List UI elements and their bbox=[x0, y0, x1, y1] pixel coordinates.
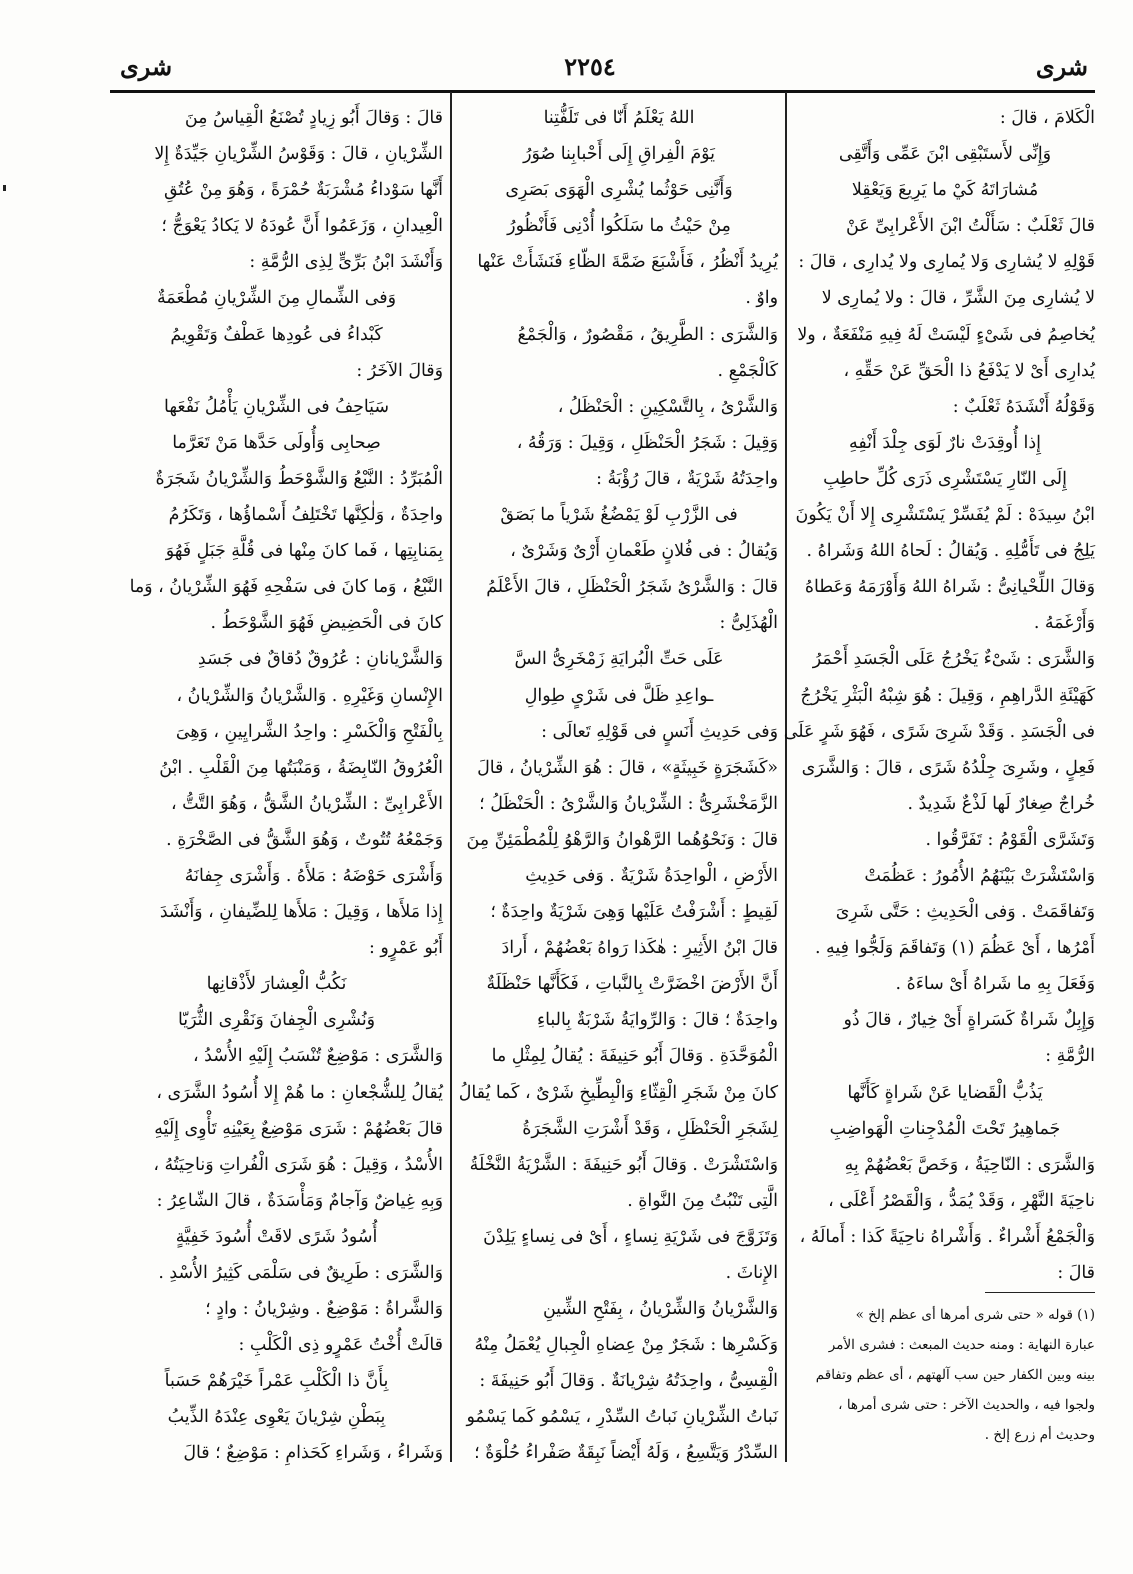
footnote-line: بينه وبين الكفار حين سب آلهتهم ، أى عظم وتفاقم bbox=[815, 1367, 1095, 1383]
text-line: وَأَنَّنِى حَوْثُما يُشْرِى الْهَوَى بَصَرِى bbox=[505, 180, 733, 201]
footnote-line: ولجوا فيه ، والحديث الآخر : حتى شرى أمرها ، bbox=[838, 1397, 1095, 1413]
text-line: قالَ ابْنُ الأَثِيرِ : هٰكَذا رَواهُ بَعْضُهُمْ ، أَرادَ bbox=[501, 938, 778, 959]
text-line: وَكَسْرِها : شَجَرٌ مِنْ عِضاهِ الْجِبالِ يُعْمَلُ مِنْهُ bbox=[474, 1335, 778, 1356]
text-line: قالَ : وَنَحْوُهُما الرَّهْوانُ وَالرَّهْوُ لِلْمُطْمَئِنِّ مِنَ bbox=[466, 829, 778, 850]
text-line: وَالشَّرَى : طَرِيقٌ فى سَلْمَى كَثِيرُ الأُسْدِ . bbox=[158, 1263, 443, 1283]
text-line: وَبِهِ غِياضٌ وَآجامٌ وَمَأْسَدَةٌ ، قالَ الشّاعِرُ : bbox=[156, 1190, 443, 1211]
text-line: النَّبْعُ ، وَما كانَ فى سَفْحِهِ فَهُوَ الشِّرْيانُ ، وَما bbox=[129, 577, 443, 598]
text-line: وَالشَّرَى : مَوْضِعٌ تُنْسَبُ إِلَيْهِ الأُسْدُ ، bbox=[192, 1046, 443, 1067]
text-line: وَالشَّرَى : شَىْءٌ يَخْرُجُ عَلَى الْجَسَدِ أَحْمَرُ bbox=[812, 649, 1095, 670]
text-line: وَإِبِلٌ شَراةٌ كَسَراةٍ أَىْ خِيارٌ ، قالَ ذُو bbox=[843, 1010, 1095, 1031]
text-line: قَوْلِهِ لا يُشارِى وَلا يُمارِى ولا يُدارِى ، قالَ : bbox=[798, 252, 1095, 273]
text-line: وَالْجَمْعُ أَشْراءٌ . وَأَشْراهُ ناحِيَةً كَذا : أَمالَهُ ، bbox=[799, 1226, 1095, 1247]
text-line: كَهَيْئَةِ الدَّراهِمِ ، وَقِيلَ : هُوَ شِبْهُ الْبَثْرِ يَخْرُجُ bbox=[800, 685, 1095, 706]
text-line: يُدارِى أَىْ لا يَدْفَعُ ذا الْحَقِّ عَنْ حَقِّهِ ، bbox=[843, 360, 1095, 381]
text-line: فَعِلٍ ، وشَرِىَ جِلْدُهُ شَرًى ، قالَ : وَالشَّرَى bbox=[801, 757, 1095, 778]
text-line: لِشَجَرِ الْحَنْظَلِ ، وَقَدْ أَشْرَتِ الشَّجَرَةُ bbox=[522, 1118, 778, 1139]
text-line: أَمْرُها ، أَىْ عَظُمَ (١) وَتَفاقَمَ وَلَجُّوا فِيهِ . bbox=[814, 938, 1095, 959]
text-line: وَفى حَدِيثِ أَنَسٍ فى قَوْلِهِ تَعالَى : bbox=[541, 721, 778, 742]
text-line: قالَتْ أُخْتُ عَمْرٍو ذِى الْكَلْبِ : bbox=[238, 1335, 443, 1356]
text-line: الْعُرُوقُ النّابِضَةُ ، وَمَنْبَتُها مِنَ الْقَلْبِ . ابْنُ bbox=[159, 757, 443, 778]
header-left-word: شرى bbox=[120, 52, 173, 81]
text-line: بِالْفَتْحِ وَالْكَسْرِ : واحِدُ الشَّرايِينِ ، وَهِىَ bbox=[175, 721, 443, 742]
footnote-rule bbox=[985, 1292, 1095, 1293]
text-line: بِمَنابِتِها ، فَما كانَ مِنْها فى قُلَّةِ جَبَلٍ فَهُوَ bbox=[165, 541, 443, 562]
text-line: إِلَى النّارِ يَسْتَشْرِى ذَرَى كُلِّ حاطِبِ bbox=[823, 468, 1067, 489]
text-line: السِّدْرُ وَيَتَّسِعُ ، وَلَهُ أَيْضاً نَبِقَةٌ صَفْراءُ حُلْوَةٌ ؛ bbox=[474, 1443, 778, 1464]
text-line: ناحِيَةَ النَّهْرِ ، وَقَدْ يُمَدُّ ، وَالْقَصْرُ أَعْلَى ، bbox=[828, 1190, 1095, 1211]
footnote-line: (١) قوله « حتى شرى أمرها أى عظم إلخ » bbox=[855, 1307, 1095, 1323]
text-line: مِنْ حَيْثُ ما سَلَكُوا أُدْنِى فَأَنْظُورُ bbox=[507, 216, 731, 237]
text-line: اللهُ يَعْلَمُ أَنّا فى تَلَفُّتِنا bbox=[543, 108, 695, 128]
text-line: وَقالَ الآخَرُ : bbox=[356, 360, 443, 381]
text-line: الَّتِى تَنْبُتُ مِنَ النَّواةِ . bbox=[627, 1190, 778, 1211]
text-line: وَتَفاقَمَتْ . وَفى الْحَدِيثِ : حَتَّى شَرِىَ bbox=[835, 902, 1095, 923]
text-line: الْهُذَلِىُّ : bbox=[719, 613, 778, 634]
text-line: إِذا مَلأَها ، وَقِيلَ : مَلأَها لِلضِّيفانِ ، وَأَنْشَدَ bbox=[159, 902, 443, 923]
text-line: واحِدَةٌ ، وَلٰكِنَّها تَخْتَلِفُ أَسْماؤُها ، وَتَكَرُمُ bbox=[168, 505, 443, 526]
text-line: وَيُقالُ : فى فُلانٍ طَعْمانِ أَرْىٌ وَشَرْىٌ ، bbox=[510, 541, 778, 562]
margin-mark bbox=[3, 185, 6, 191]
text-line: وَجَمْعُهُ تُتُوتٌ ، وَهُوَ الشَّقُّ فى الصَّخْرَةِ . bbox=[166, 829, 443, 850]
text-line: كَبْداءُ فى عُودِها عَطْفٌ وَتَقْوِيمُ bbox=[170, 324, 383, 345]
text-line: يُرِيدُ أَنْظُرُ ، فَأَشْبَعَ ضَمَّةَ الظّاءِ فَنَشَأَتْ عَنْها bbox=[477, 252, 778, 273]
header-rule bbox=[110, 90, 1095, 93]
text-line: أَنَّها سَوْداءُ مُشْرَبَةٌ حُمْرَةً ، وَهُوَ مِنْ عُتُقِ bbox=[164, 180, 443, 201]
text-line: وَأَرْغَمَهُ . bbox=[1033, 613, 1095, 634]
text-line: قالَ : وَالشَّرْىُ شَجَرُ الْحَنْظَلِ ، قالَ الأَعْلَمُ bbox=[486, 577, 778, 598]
text-line: أُسُودُ شَرًى لاقَتْ أُسُودَ خَفِيَّةٍ bbox=[175, 1226, 378, 1247]
text-line: وَقِيلَ : شَجَرُ الْحَنْظَلِ ، وَقِيلَ : وَرَقُهُ ، bbox=[516, 432, 778, 453]
text-line: وَقالَ اللِّحْيانِىُّ : شَراهُ اللهُ وَأَوْرَمَهُ وَعَطاهُ bbox=[804, 577, 1095, 598]
page-number: ٢٢٥٤ bbox=[564, 52, 616, 81]
text-line: فى الزَّرْبِ لَوْ يَمْضُغُ شَرْياً ما بَصَقْ bbox=[500, 505, 738, 526]
footnote-line: وحديث أم زرع إلخ . bbox=[984, 1427, 1095, 1443]
text-line: إِذا أُوقِدَتْ نارٌ لَوَى جِلْدَ أَنْفِهِ bbox=[849, 432, 1041, 453]
text-line: وَأَنْشَدَ ابْنُ بَرِّىٍّ لِذِى الرُّمَّةِ : bbox=[249, 252, 443, 273]
text-line: بِبَطْنِ شِرْيانَ يَعْوِى عِنْدَهُ الذِّيبُ bbox=[167, 1407, 386, 1428]
text-line: وَفى الشِّمالِ مِنَ الشِّرْيانِ مُطْعَمَةٌ bbox=[156, 288, 396, 309]
column-right bbox=[783, 100, 1095, 1283]
text-line: قالَ ثَعْلَبٌ : سَأَلْتُ ابْنَ الأَعْرابِىِّ عَنْ bbox=[846, 216, 1095, 237]
text-line: «كَشَجَرَةٍ خَبِيثَةٍ» ، قالَ : هُوَ الشِّرْيانُ ، قالَ bbox=[477, 757, 778, 778]
text-line: وَفَعَلَ بِهِ ما شَراهُ أَىْ ساءَهُ . bbox=[895, 974, 1095, 995]
text-line: يَلِجُ فى تَأَمُّلِهِ . وَيُقالُ : لَحاهُ اللهُ وَشَراهُ . bbox=[806, 541, 1095, 562]
text-line: يُخاصِمُ فى شَىْءٍ لَيْسَتْ لَهُ فِيهِ مَنْفَعَةٌ ، ولا bbox=[797, 324, 1095, 345]
text-line: الْكَلامَ ، قالَ : bbox=[999, 108, 1095, 128]
text-line: يَذُبُّ الْقَضايا عَنْ شَراةٍ كَأَنَّها bbox=[847, 1082, 1043, 1103]
text-line: وَشَراءُ ، وَشَراءِ كَحَذامِ : مَوْضِعٌ ؛ قالَ bbox=[183, 1443, 443, 1464]
text-line: وَإِنِّى لأَستَبْقِى ابْنَ عَمِّى وَأَتَّقِى bbox=[838, 144, 1052, 165]
text-line: وَقَوْلُهُ أَنْشَدَهُ ثَعْلَبٌ : bbox=[952, 396, 1095, 417]
text-line: واحِدَتُهُ شَرْيَةٌ ، قالَ رُؤْبَةُ : bbox=[596, 468, 778, 489]
text-line: فى الْجَسَدِ . وَقَدْ شَرِىَ شَرًى ، فَهُوَ شَرٍ عَلَى bbox=[783, 721, 1095, 742]
text-line: وَالشَّرْيانُ وَالشِّرْيانُ ، بِفَتْحِ الشِّينِ bbox=[542, 1299, 778, 1320]
text-line: الرُّمَّةِ : bbox=[1045, 1046, 1095, 1067]
text-line: لَقِيطٍ : أَشْرَفْتُ عَلَيْها وَهِىَ شَرْيَةٌ واحِدَةٌ ؛ bbox=[490, 902, 778, 923]
text-line: الْعِيدانِ ، وَزَعَمُوا أَنَّ عُودَهُ لا يَكادُ يَعْوَجُّ ؛ bbox=[161, 216, 443, 237]
footnote bbox=[795, 1300, 1095, 1450]
text-line: قالَ : bbox=[1057, 1263, 1095, 1283]
text-line: الإِنْسانِ وَغَيْرِهِ . وَالشَّرْيانُ وَالشِّرْيانُ ، bbox=[176, 685, 443, 706]
text-line: الأُسْدُ ، وَقِيلَ : هُوَ شَرَى الْفُراتِ وَناحِيَتُهُ ، bbox=[153, 1154, 443, 1175]
text-line: ابْنُ سِيدَهْ : لَمْ يُفَسِّرْ يَسْتَشْرِى إِلا أَنْ يَكُونَ bbox=[795, 505, 1095, 526]
text-line: سَيَاحِفُ فى الشِّرْيانِ يَأْمُلُ نَفْعَها bbox=[164, 396, 389, 417]
column-left bbox=[110, 100, 443, 1464]
text-line: وَأَشْرَى حَوْضَهُ : مَلأَهُ . وَأَشْرَى جِفانَهُ bbox=[184, 865, 443, 886]
text-line: صِحابِى وَأُولَى حَدَّها مَنْ تَعَرَّما bbox=[172, 432, 381, 453]
column-divider-right bbox=[785, 92, 787, 1462]
text-line: كانَ مِنْ شَجَرِ الْقِثّاءِ وَالْبِطِّيخِ شَرْىٌ ، كَما يُقالُ bbox=[458, 1082, 778, 1103]
text-line: الأَرْضِ ، الْواحِدَةُ شَرْيَةٌ . وَفى حَدِيثِ bbox=[525, 865, 778, 886]
text-line: يُقالُ لِلشُّجْعانِ : ما هُمْ إِلا أُسُودُ الشَّرَى ، bbox=[156, 1082, 443, 1103]
text-line: وَالشَّرْىُ ، بِالتَّسْكِينِ : الْحَنْظَلُ ، bbox=[557, 396, 778, 417]
text-line: لا يُشارِى مِنَ الشَّرِّ ، قالَ : ولا يُمارِى لا bbox=[821, 288, 1095, 309]
text-line: الزَّمَخْشَرِىُّ : الشِّرْيانُ وَالشَّرْىُ : الْحَنْظَلُ ؛ bbox=[479, 793, 778, 814]
column-middle bbox=[458, 100, 778, 1464]
text-line: الإِناثَ . bbox=[725, 1263, 778, 1283]
text-line: وَالشَّرْيانانِ : عُرُوقٌ دُقاقٌ فى جَسَدِ bbox=[197, 649, 443, 670]
text-line: أَبُو عَمْرٍو : bbox=[369, 938, 443, 959]
text-line: جَماهِيرُ تَحْتَ الْمُدْجِناتِ الْهَواضِبِ bbox=[829, 1118, 1061, 1139]
text-line: نَكُبُّ الْعِشارَ لأَذْقانِها bbox=[206, 974, 347, 995]
text-line: ـواعِدِ ظَلَّ فى شَرْىٍ طِوالِ bbox=[524, 685, 714, 706]
column-divider-left bbox=[450, 92, 452, 1462]
text-line: وَالشَّرَى : النّاحِيَةُ ، وَخَصَّ بَعْضُهُمْ بِهِ bbox=[844, 1154, 1095, 1175]
text-line: كانَ فى الْحَضِيضِ فَهُوَ الشَّوْحَطُ . bbox=[210, 613, 443, 634]
text-line: الْقِسِىُّ ، واحِدَتُهُ شِرْيانَةٌ . وَقالَ أَبُو حَنِيفَةَ : bbox=[479, 1371, 778, 1392]
text-line: وَاسْتَشْرَتْ . وَقالَ أَبُو حَنِيفَةَ : الشَّرْيَةُ النَّخْلَةُ bbox=[469, 1154, 778, 1175]
text-line: مُشارَاتَهُ كَيْ ما يَرِيعَ وَيَعْقِلا bbox=[851, 180, 1039, 201]
text-line: أَنَّ الأَرْضَ اخْضَرَّتْ بِالنَّباتِ ، فَكَأَنَّها حَنْظَلَةٌ bbox=[486, 974, 778, 995]
text-line: واحِدَةٌ ؛ قالَ : وَالرِّوايَةُ شَرْبَةٌ بِالباءِ bbox=[536, 1010, 778, 1031]
text-line: وَتَشَرَّى الْقَوْمُ : تَفَرَّقُوا . bbox=[925, 829, 1095, 850]
text-line: يَوْمَ الْفِراقِ إِلَى أَحْبابِنا صُوَرُ bbox=[523, 144, 715, 165]
text-line: وَالشَّراةُ : مَوْضِعٌ . وشِرْيانُ : وادٍ ؛ bbox=[205, 1299, 443, 1320]
text-line: عَلَى حَتِّ الْبُرايَةِ زَمْخَرِىُّ السَّ bbox=[514, 649, 724, 670]
text-line: بِأَنَّ ذا الْكَلْبِ عَمْراً خَيْرَهُمْ حَسَباً bbox=[164, 1371, 389, 1392]
text-line: قالَ بَعْضُهُمْ : شَرَى مَوْضِعٌ بِعَيْنِهِ تَأْوِى إِلَيْهِ bbox=[154, 1118, 443, 1139]
text-line: وَالشَّرَى : الطَّرِيقُ ، مَقْصُورٌ ، وَالْجَمْعُ bbox=[517, 324, 778, 345]
footnote-line: عبارة النهاية : ومنه حديث المبعث : فشرى الأمر bbox=[828, 1337, 1095, 1353]
text-line: قالَ : وَقالَ أَبُو زِيادٍ تُصْنَعُ الْقِياسُ مِنَ bbox=[184, 108, 443, 128]
header-right-word: شرى bbox=[1035, 52, 1088, 81]
text-line: وَتَزَوَّجَ فى شَرْيَةِ نِساءٍ ، أَىْ فى نِساءٍ يَلِدْنَ bbox=[483, 1226, 778, 1247]
text-line: الْمُبَرِّدُ : النَّبْعُ وَالشَّوْحَطُ وَالشِّرْيانُ شَجَرَةٌ bbox=[155, 468, 443, 489]
text-line: واوٌ . bbox=[745, 288, 778, 309]
text-line: وَاسْتَشْرَتْ بَيْنَهُمُ الأُمُورُ : عَظُمَتْ bbox=[864, 865, 1095, 886]
text-line: الشِّرْيانِ ، قالَ : وَقَوْسُ الشِّرْيانِ جَيِّدَةٌ إِلا bbox=[154, 144, 443, 165]
text-line: وَنُشْرِى الْجِفانَ وَنَقْرِى الثُّرَيّا bbox=[177, 1010, 376, 1031]
text-line: الْمُوَحَّدَةِ . وَقالَ أَبُو حَنِيفَةَ : يُقالُ لِمِثْلِ ما bbox=[491, 1046, 778, 1067]
text-line: الأَعْرابِىِّ : الشِّرْيانُ الشَّقُّ ، وَهُوَ التَّتُّ ، bbox=[171, 793, 443, 814]
text-line: كَالْجَمْعِ . bbox=[717, 360, 778, 381]
text-line: نَباتُ الشِّرْيانِ نَباتُ السِّدْرِ ، يَسْمُو كَما يَسْمُو bbox=[466, 1407, 778, 1428]
text-line: خُراجٌ صِغارٌ لَها لَذْعٌ شَدِيدٌ . bbox=[907, 793, 1095, 814]
